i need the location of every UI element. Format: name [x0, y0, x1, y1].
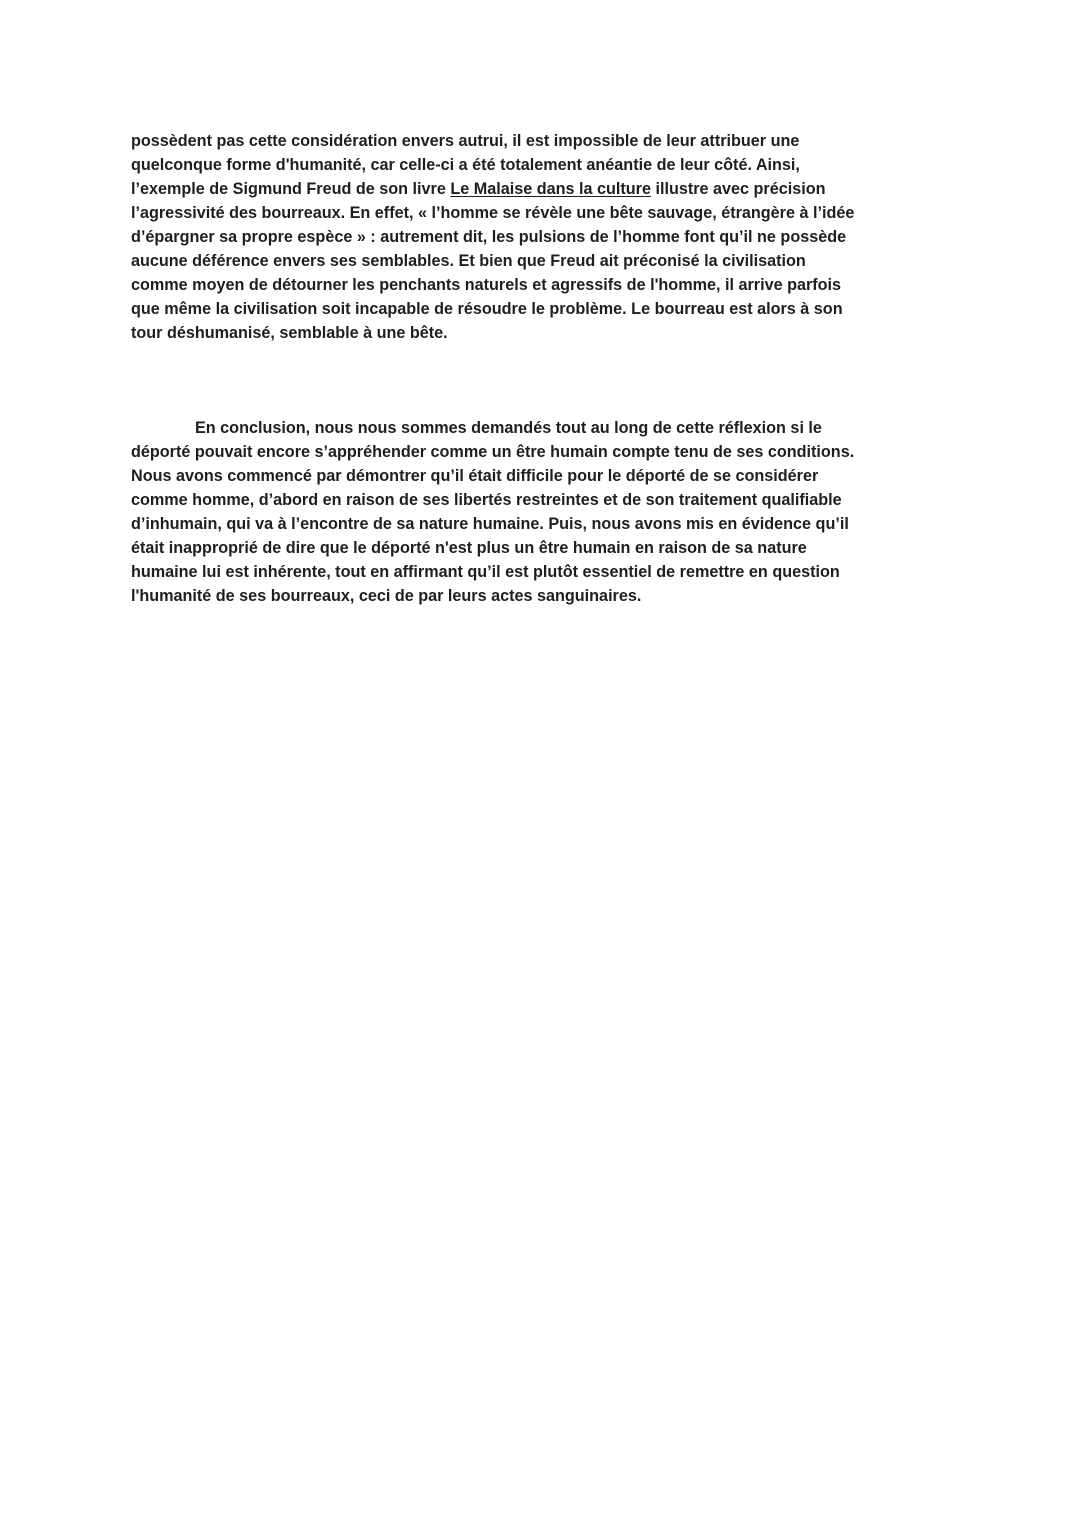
text-line: l’agressivité des bourreaux. En effet, « l’homme se révèle une bête sauvage, étrangère à l’idée: [131, 204, 855, 222]
text-line: En conclusion, nous nous sommes demandés tout au long de cette réflexion si le: [195, 419, 822, 437]
text-line: comme homme, d’abord en raison de ses libertés restreintes et de son traitement qualifiable: [131, 491, 842, 509]
text-fragment: illustre avec précision: [650, 180, 826, 198]
text-line: possèdent pas cette considération envers autrui, il est impossible de leur attribuer une: [131, 132, 800, 150]
text-line: Nous avons commencé par démontrer qu’il était difficile pour le déporté de se considérer: [131, 467, 819, 485]
paragraph-conclusion: [131, 416, 953, 608]
paragraph-freud: [131, 129, 953, 345]
text-line: aucune déférence envers ses semblables. Et bien que Freud ait préconisé la civilisation: [131, 252, 806, 270]
text-line: comme moyen de détourner les penchants naturels et agressifs de l'homme, il arrive parfois: [131, 276, 842, 294]
text-line: d’inhumain, qui va à l’encontre de sa nature humaine. Puis, nous avons mis en évidence qu’il: [131, 515, 849, 533]
text-line: quelconque forme d'humanité, car celle-ci a été totalement anéantie de leur côté. Ainsi,: [131, 156, 800, 174]
book-title: Le Malaise dans la culture: [450, 180, 651, 198]
text-line: d’épargner sa propre espèce » : autrement dit, les pulsions de l’homme font qu’il ne possède: [131, 228, 847, 246]
text-line: tour déshumanisé, semblable à une bête.: [131, 324, 448, 342]
text-line: que même la civilisation soit incapable de résoudre le problème. Le bourreau est alors à son: [131, 300, 843, 318]
text-line: l'humanité de ses bourreaux, ceci de par leurs actes sanguinaires.: [131, 587, 642, 605]
text-line: déporté pouvait encore s’appréhender comme un être humain compte tenu de ses conditions.: [131, 443, 855, 461]
text-fragment: l’exemple de Sigmund Freud de son livre: [131, 180, 451, 198]
text-line: [131, 177, 953, 201]
text-line: était inapproprié de dire que le déporté n'est plus un être humain en raison de sa nature: [131, 539, 807, 557]
text-line: humaine lui est inhérente, tout en affirmant qu’il est plutôt essentiel de remettre en question: [131, 563, 840, 581]
